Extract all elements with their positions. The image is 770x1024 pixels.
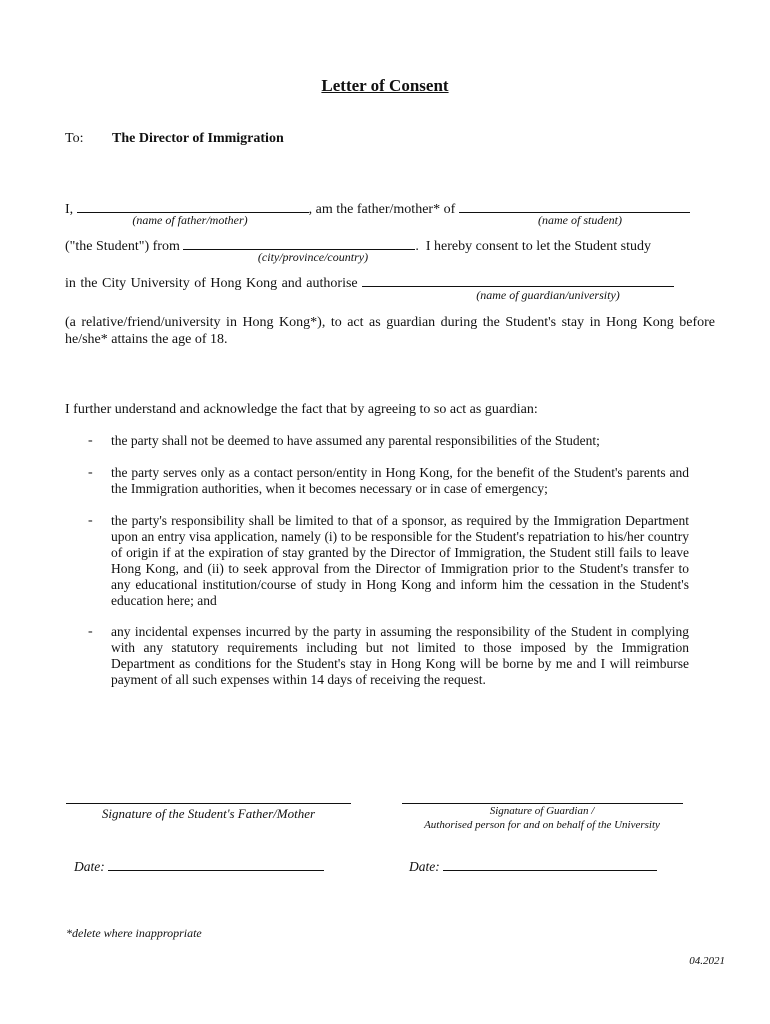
bullet-item: any incidental expenses incurred by the party in assuming the responsibility of the Student in complying with any statutory requirements including but not limited to those imposed by the Immigration Department as conditions for the Student's stay in Hong Kong will be borne by me and I will reimburse payment of all such expenses within 14 days of receiving the request. xyxy=(111,624,689,687)
father-mother-name-field[interactable] xyxy=(77,199,309,213)
line1-prefix: I, xyxy=(65,202,74,217)
caption-guardian: (name of guardian/university) xyxy=(476,288,620,302)
footnote: *delete where inappropriate xyxy=(66,926,202,940)
bullet-item: the party shall not be deemed to have assumed any parental responsibilities of the Student; xyxy=(111,433,600,448)
signature-caption-guardian: Signature of Guardian / xyxy=(489,805,595,817)
line3-prefix: in the City University of Hong Kong and authorise xyxy=(65,276,358,291)
bullet-dash: - xyxy=(88,624,93,639)
signature-line-parent[interactable] xyxy=(66,803,351,804)
bullet-item: the party serves only as a contact person/entity in Hong Kong, for the benefit of the Student's parents and the Immigration authorities, when it becomes necessary or in case of emergency; xyxy=(111,465,689,496)
bullet-dash: - xyxy=(88,433,93,448)
guardian-name-field[interactable] xyxy=(362,273,674,287)
line2-prefix: ("the Student") from xyxy=(65,239,180,254)
date-parent-field[interactable] xyxy=(108,857,324,871)
date-label: Date: xyxy=(74,859,105,874)
paragraph-guardian: (a relative/friend/university in Hong Kong*), to act as guardian during the Student's stay in Hong Kong before he/she* attains the age of 18. xyxy=(65,315,715,347)
recipient: The Director of Immigration xyxy=(112,131,284,146)
date-label: Date: xyxy=(409,859,440,874)
caption-city: (city/province/country) xyxy=(257,250,369,264)
signature-caption-parent: Signature of the Student's Father/Mother xyxy=(101,806,316,821)
date-guardian-field[interactable] xyxy=(443,857,657,871)
caption-student: (name of student) xyxy=(538,213,622,227)
document-title: Letter of Consent xyxy=(321,76,449,95)
signature-caption-guardian-sub: Authorised person for and on behalf of the University xyxy=(424,819,660,831)
caption-father-mother: (name of father/mother) xyxy=(132,213,248,227)
date-guardian xyxy=(409,857,657,875)
bullet-item: the party's responsibility shall be limited to that of a sponsor, as required by the Immigration Department upon an entry visa application, namely (i) to be responsible for the Student's repatriation to his/her country of origin if at the expiration of stay granted by the Director of Immigration, the Student still fails to leave Hong Kong, and (ii) to seek approval from the Director of Immigration prior to the Student's transfer to any educational institution/course of study in Hong Kong and inform him the cessation in the Student's education here; and xyxy=(111,513,689,608)
line2-suffix: . I hereby consent to let the Student study xyxy=(415,239,651,254)
city-province-country-field[interactable] xyxy=(183,236,415,250)
student-name-field[interactable] xyxy=(459,199,690,213)
to-label: To: xyxy=(65,131,84,146)
bullet-dash: - xyxy=(88,465,93,480)
date-parent xyxy=(74,857,324,875)
signature-line-guardian[interactable] xyxy=(402,803,683,804)
line1-middle: , am the father/mother* of xyxy=(308,202,456,217)
version-code: 04.2021 xyxy=(689,955,725,967)
paragraph-acknowledge: I further understand and acknowledge the fact that by agreeing to so act as guardian: xyxy=(65,402,538,417)
bullet-dash: - xyxy=(88,513,93,528)
